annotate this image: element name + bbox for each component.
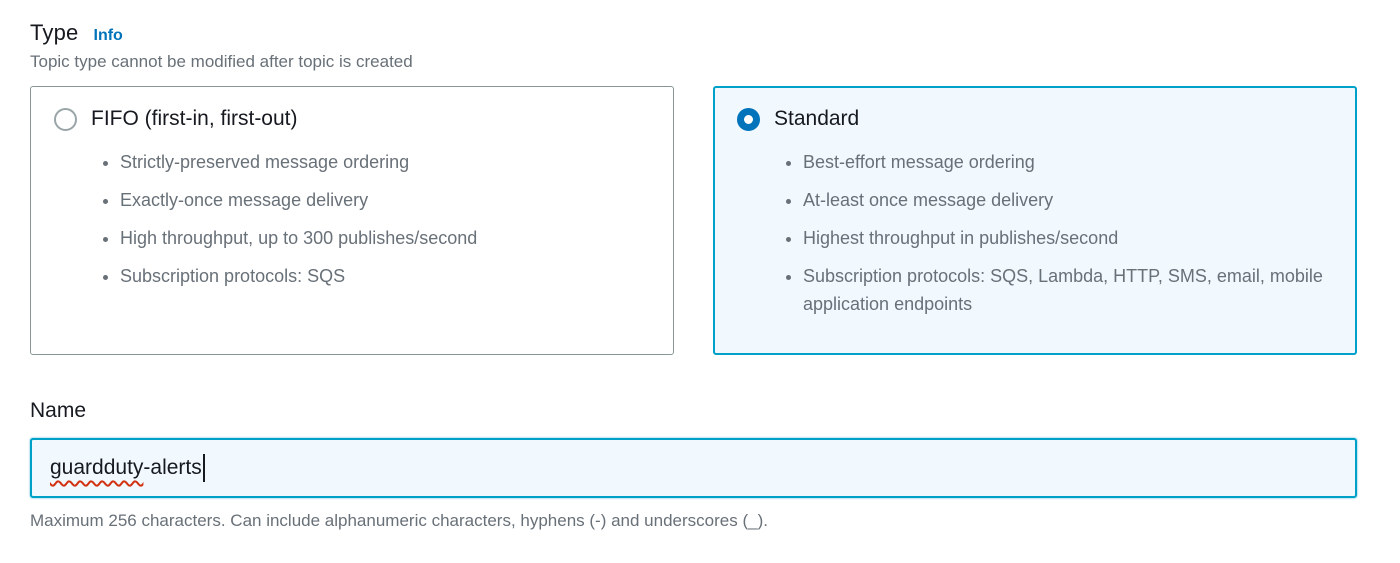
standard-bullet-list xyxy=(737,148,1336,318)
topic-type-tiles xyxy=(30,86,1357,355)
type-description: Topic type cannot be modified after topic is created xyxy=(30,52,413,71)
name-input-value-misspelled: guardduty xyxy=(50,456,144,479)
standard-bullet: • At-least once message delivery xyxy=(803,186,1336,214)
fifo-option-tile[interactable] xyxy=(30,86,674,355)
name-input[interactable] xyxy=(30,438,1357,498)
fifo-tile-title: FIFO (first-in, first-out) xyxy=(91,107,298,130)
standard-bullet: • Subscription protocols: SQS, Lambda, HTTP, SMS, email, mobile application endpoints xyxy=(803,262,1336,318)
standard-tile-header xyxy=(737,107,1336,131)
name-label: Name xyxy=(30,399,87,422)
standard-option-tile[interactable] xyxy=(713,86,1357,355)
standard-radio-button[interactable] xyxy=(737,108,760,131)
fifo-bullet: • High throughput, up to 300 publishes/second xyxy=(120,224,653,252)
name-constraint-text: Maximum 256 characters. Can include alphanumeric characters, hyphens (-) and underscores (_). xyxy=(30,511,768,530)
text-cursor xyxy=(203,454,205,482)
standard-bullet: • Highest throughput in publishes/second xyxy=(803,224,1336,252)
type-label: Type xyxy=(30,20,79,45)
info-link[interactable]: Info xyxy=(93,27,123,44)
type-section xyxy=(30,20,1357,355)
fifo-bullet: • Exactly-once message delivery xyxy=(120,186,653,214)
fifo-bullet: • Subscription protocols: SQS xyxy=(120,262,653,290)
type-label-row xyxy=(30,20,1357,46)
fifo-bullet-list xyxy=(54,148,653,290)
fifo-radio-button[interactable] xyxy=(54,108,77,131)
standard-bullet: • Best-effort message ordering xyxy=(803,148,1336,176)
fifo-bullet: • Strictly-preserved message ordering xyxy=(120,148,653,176)
fifo-tile-header xyxy=(54,107,653,131)
standard-tile-title: Standard xyxy=(774,107,860,130)
name-input-value-rest: -alerts xyxy=(143,456,202,479)
name-section xyxy=(30,399,1357,531)
